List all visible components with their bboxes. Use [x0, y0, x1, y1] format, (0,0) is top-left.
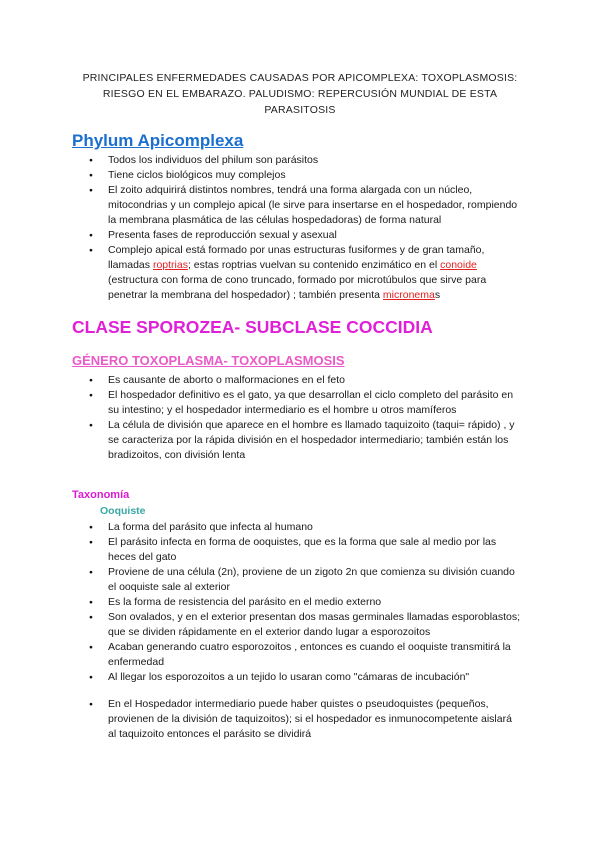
document-title: PRINCIPALES ENFERMEDADES CAUSADAS POR APICOMPLEXA: TOXOPLASMOSIS: RIESGO EN EL EMBARAZO. PALUDISMO: REPERCUSIÓN MUNDIAL DE ESTA PARASITOSIS: [82, 72, 518, 116]
term-conoide: conoide: [440, 259, 477, 271]
list-item-complejo-apical: [0, 243, 522, 303]
text-fragment: ; estas roptrias vuelvan su contenido enzimático en el: [187, 259, 441, 271]
ooquiste-subheading: Ooquiste: [100, 505, 146, 517]
list-item: ● Al llegar los esporozoitos a un tejido lo usaran como "cámaras de incubación": [0, 670, 522, 685]
list-item: ● En el Hospedador intermediario puede haber quistes o pseudoquistes (pequeños, provienen de la división de taquizoitos); si el hospedador es inmunocompetente aislará al taquizoito entonces el parásito se dividirá: [0, 697, 522, 742]
text-fragment: (estructura con forma de cono truncado, formado por microtúbulos que sirve para penetrar la membrana del hospedador) ; también presenta: [108, 274, 487, 301]
genero-list: [0, 373, 522, 463]
genero-heading: GÉNERO TOXOPLASMA- TOXOPLASMOSIS: [72, 353, 345, 368]
list-item: ● El zoito adquirirá distintos nombres, tendrá una forma alargada con un núcleo, mitocondrias y un complejo apical (le sirve para insertarse en el hospedador, rompiendo la membrana plasmática de las células hospedadoras) de forma natural: [0, 183, 522, 228]
term-micronema: micronema: [382, 289, 435, 301]
list-item: ● Todos los individuos del philum son parásitos: [0, 153, 522, 168]
clase-heading: CLASE SPOROZEA- SUBCLASE COCCIDIA: [72, 317, 433, 337]
phylum-list: [0, 153, 522, 303]
text-fragment: s: [434, 289, 441, 301]
ooquiste-list: [0, 520, 522, 685]
list-item: ● La forma del parásito que infecta al humano: [0, 520, 522, 535]
list-item: ● Son ovalados, y en el exterior presentan dos masas germinales llamadas esporoblastos; que se dividen rápidamente en el exterior dando lugar a esporozoitos: [0, 610, 522, 640]
list-item: ● Acaban generando cuatro esporozoitos , entonces es cuando el ooquiste transmitirá la enfermedad: [0, 640, 522, 670]
term-roptrias: roptrias: [152, 259, 188, 271]
list-item: ● Proviene de una célula (2n), proviene de un zigoto 2n que comienza su división cuando el ooquiste sale al exterior: [0, 565, 522, 595]
list-item: ● La célula de división que aparece en el hombre es llamado taquizoito (taqui= rápido) , y se caracteriza por la rápida división en el hospedador intermediario; también están los bradizoitos, con división lenta: [0, 418, 522, 463]
text-fragment: Complejo apical está formado por unas estructuras fusiformes y de gran tamaño, llamadas: [108, 244, 485, 271]
taxonomia-heading: Taxonomía: [72, 489, 130, 501]
list-item: ● El hospedador definitivo es el gato, ya que desarrollan el ciclo completo del parásito en su intestino; y el hospedador intermediario es el hombre u otros mamíferos: [0, 388, 522, 418]
list-item: ● Es la forma de resistencia del parásito en el medio externo: [0, 595, 522, 610]
list-item: ● Tiene ciclos biológicos muy complejos: [0, 168, 522, 183]
list-item: ● El parásito infecta en forma de ooquistes, que es la forma que sale al medio por las heces del gato: [0, 535, 522, 565]
list-item: ● Es causante de aborto o malformaciones en el feto: [0, 373, 522, 388]
list-item: ● Presenta fases de reproducción sexual y asexual: [0, 228, 522, 243]
phylum-heading: Phylum Apicomplexa: [72, 131, 244, 150]
hospedador-list: [0, 697, 522, 742]
